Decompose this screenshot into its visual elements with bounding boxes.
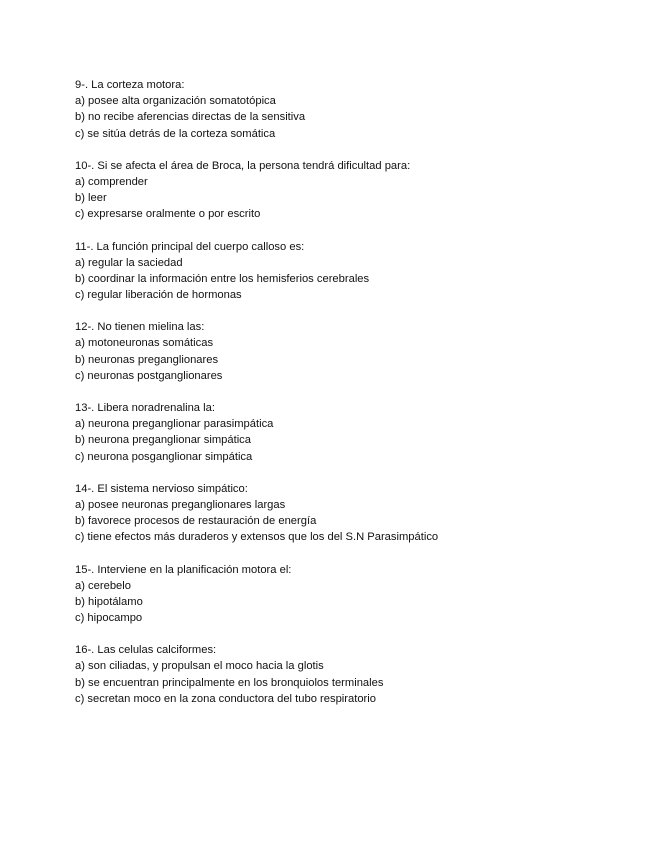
answer-option-a: a) motoneuronas somáticas (75, 337, 214, 350)
question-prompt: 9-. La corteza motora: (75, 79, 185, 91)
answer-option-a: a) posee alta organización somatotópica (75, 95, 276, 108)
answer-option-c: c) neurona posganglionar simpática (75, 450, 253, 463)
question-prompt: 15-. Interviene en la planificación motora el: (75, 563, 292, 576)
answer-option-a: a) regular la saciedad (75, 256, 183, 269)
answer-option-b: b) hipotálamo (75, 595, 143, 608)
answer-option-c: c) tiene efectos más duraderos y extensos que los del S.N Parasimpático (75, 531, 439, 544)
question-prompt: 13-. Libera noradrenalina la: (75, 402, 215, 414)
answer-option-c: c) hipocampo (75, 612, 143, 625)
answer-option-b: b) no recibe aferencias directas de la sensitiva (75, 111, 306, 124)
question-prompt: 14-. El sistema nervioso simpático: (75, 482, 248, 495)
answer-option-c: c) se sitúa detrás de la corteza somática (75, 127, 276, 140)
answer-option-c: c) neuronas postganglionares (75, 369, 223, 382)
answer-option-a: a) comprender (75, 175, 148, 188)
question-10 (75, 158, 635, 223)
question-15 (75, 562, 635, 627)
answer-option-c: c) secretan moco en la zona conductora del tubo respiratorio (75, 692, 376, 705)
answer-option-a: a) neurona preganglionar parasimpática (75, 418, 274, 431)
question-prompt: 11-. La función principal del cuerpo calloso es: (75, 240, 305, 253)
answer-option-b: b) se encuentran principalmente en los bronquiolos terminales (75, 676, 384, 689)
question-9 (75, 77, 635, 142)
question-prompt: 16-. Las celulas calciformes: (75, 644, 217, 657)
question-14 (75, 481, 635, 546)
question-11 (75, 239, 635, 304)
answer-option-b: b) neuronas preganglionares (75, 353, 219, 366)
question-prompt: 10-. Si se afecta el área de Broca, la persona tendrá dificultad para: (75, 159, 411, 172)
answer-option-b: b) neurona preganglionar simpática (75, 434, 252, 447)
question-16 (75, 642, 635, 707)
question-prompt: 12-. No tienen mielina las: (75, 321, 205, 334)
question-12 (75, 319, 635, 384)
answer-option-b: b) favorece procesos de restauración de energía (75, 515, 317, 528)
question-list (75, 77, 635, 723)
answer-option-a: a) son ciliadas, y propulsan el moco hacia la glotis (75, 660, 324, 673)
answer-option-a: a) cerebelo (75, 579, 131, 592)
answer-option-c: c) expresarse oralmente o por escrito (75, 208, 261, 221)
question-13 (75, 400, 635, 465)
answer-option-c: c) regular liberación de hormonas (75, 289, 242, 302)
answer-option-b: b) coordinar la información entre los hemisferios cerebrales (75, 272, 370, 285)
answer-option-a: a) posee neuronas preganglionares largas (75, 498, 286, 511)
answer-option-b: b) leer (75, 192, 107, 205)
